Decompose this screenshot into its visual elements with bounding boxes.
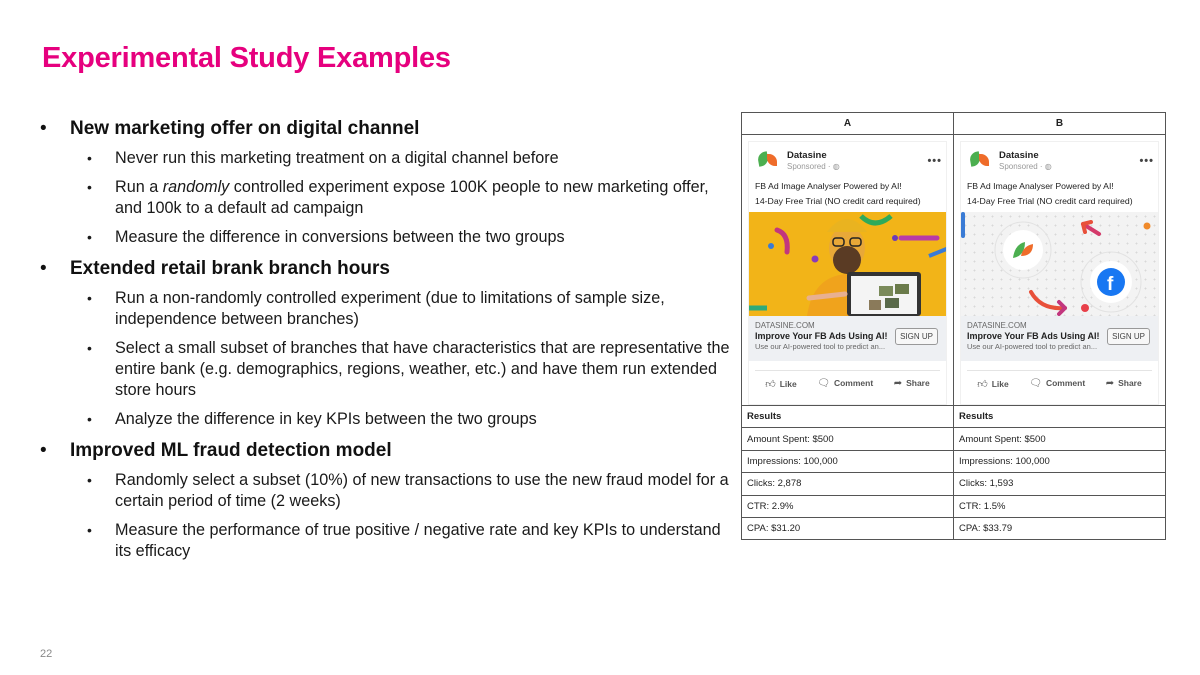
share-icon: ➦ — [893, 378, 903, 389]
facebook-ad-a — [748, 141, 947, 405]
bullet-heading: • New marketing offer on digital channel — [40, 116, 730, 142]
result-impressions-b: Impressions: 100,000 — [954, 450, 1166, 472]
bullet-item: • Randomly select a subset (10%) of new transactions to use the new fraud model for a certain period of time (2 weeks) — [85, 470, 730, 512]
ad-cell-a — [742, 135, 954, 406]
ad-domain: DATASINE.COM — [967, 321, 1027, 330]
result-amount-spent-a: Amount Spent: $500 — [742, 428, 954, 450]
comment-icon: 🗨︎ — [1029, 378, 1042, 389]
results-header-b: Results — [954, 406, 1166, 428]
emphasis: randomly — [162, 178, 230, 196]
result-impressions-a: Impressions: 100,000 — [742, 450, 954, 472]
result-ctr-a: CTR: 2.9% — [742, 495, 954, 517]
bullet-heading: • Improved ML fraud detection model — [40, 438, 730, 464]
thumbs-up-icon: 👍︎ — [977, 378, 988, 390]
bullet-list — [40, 116, 730, 570]
ad-image-logos-with-arrows — [961, 212, 1158, 316]
comment-icon: 🗨︎ — [817, 378, 830, 389]
bullet-item: • Analyze the difference in key KPIs between the two groups — [85, 409, 730, 430]
comment-button[interactable]: 🗨︎ Comment — [817, 378, 874, 389]
thumbs-up-icon: 👍︎ — [765, 378, 776, 390]
ad-image-man-with-laptop — [749, 212, 946, 316]
share-button[interactable]: ➦ Share — [1105, 378, 1142, 389]
bullet-item: • Select a small subset of branches that have characteristics that are representative the entire bank (e.g. demographics, regions, weather, etc.) and have them run extended store hours — [85, 338, 730, 401]
bullet-item: • Measure the difference in conversions between the two groups — [85, 227, 730, 248]
ad-link-preview[interactable] — [749, 316, 946, 361]
facebook-ad-b — [960, 141, 1159, 405]
ad-copy-line1: FB Ad Image Analyser Powered by AI! — [967, 181, 1114, 191]
sign-up-button[interactable]: SIGN UP — [1107, 328, 1150, 345]
ad-description: Use our AI-powered tool to predict an... — [967, 342, 1098, 351]
result-amount-spent-b: Amount Spent: $500 — [954, 428, 1166, 450]
result-cpa-a: CPA: $31.20 — [742, 517, 954, 539]
slide-title: Experimental Study Examples — [42, 42, 451, 74]
comment-button[interactable]: 🗨︎ Comment — [1029, 378, 1086, 389]
results-header-a: Results — [742, 406, 954, 428]
svg-text:f: f — [1107, 274, 1114, 295]
result-clicks-b: Clicks: 1,593 — [954, 473, 1166, 495]
result-cpa-b: CPA: $33.79 — [954, 517, 1166, 539]
ad-cell-b — [954, 135, 1166, 406]
result-ctr-b: CTR: 1.5% — [954, 495, 1166, 517]
datasine-logo-icon — [967, 148, 993, 174]
advertiser-name: Datasine — [999, 150, 1039, 161]
ad-action-bar — [967, 370, 1152, 396]
ad-description: Use our AI-powered tool to predict an... — [755, 342, 886, 351]
sponsored-label: Sponsored · ◍ — [787, 162, 840, 171]
result-clicks-a: Clicks: 2,878 — [742, 473, 954, 495]
ad-action-bar — [755, 370, 940, 396]
datasine-logo-icon — [755, 148, 781, 174]
bullet-item: • Measure the performance of true positive / negative rate and key KPIs to understand its efficacy — [85, 520, 730, 562]
ad-headline: Improve Your FB Ads Using AI! — [967, 331, 1100, 341]
ad-copy-line1: FB Ad Image Analyser Powered by AI! — [755, 181, 902, 191]
share-icon: ➦ — [1105, 378, 1115, 389]
bullet-item: • Run a non-randomly controlled experiment (due to limitations of sample size, independence between branches) — [85, 288, 730, 330]
sign-up-button[interactable]: SIGN UP — [895, 328, 938, 345]
advertiser-name: Datasine — [787, 150, 827, 161]
ad-copy-line2: 14-Day Free Trial (NO credit card required) — [967, 196, 1133, 206]
more-options-icon[interactable]: ••• — [927, 155, 942, 167]
ad-domain: DATASINE.COM — [755, 321, 815, 330]
ad-headline: Improve Your FB Ads Using AI! — [755, 331, 888, 341]
column-header-a: A — [742, 113, 954, 135]
ad-link-preview[interactable] — [961, 316, 1158, 361]
ab-test-table — [741, 112, 1166, 540]
share-button[interactable]: ➦ Share — [893, 378, 930, 389]
like-button[interactable]: 👍︎ Like — [977, 378, 1009, 390]
bullet-heading: • Extended retail brank branch hours — [40, 256, 730, 282]
page-number: 22 — [40, 648, 53, 660]
bullet-item: • Run a randomly controlled experiment expose 100K people to new marketing offer, and 100k to a default ad campaign — [85, 177, 730, 219]
sponsored-label: Sponsored · ◍ — [999, 162, 1052, 171]
ad-copy-line2: 14-Day Free Trial (NO credit card required) — [755, 196, 921, 206]
like-button[interactable]: 👍︎ Like — [765, 378, 797, 390]
column-header-b: B — [954, 113, 1166, 135]
more-options-icon[interactable]: ••• — [1139, 155, 1154, 167]
bullet-item: • Never run this marketing treatment on a digital channel before — [85, 148, 730, 169]
